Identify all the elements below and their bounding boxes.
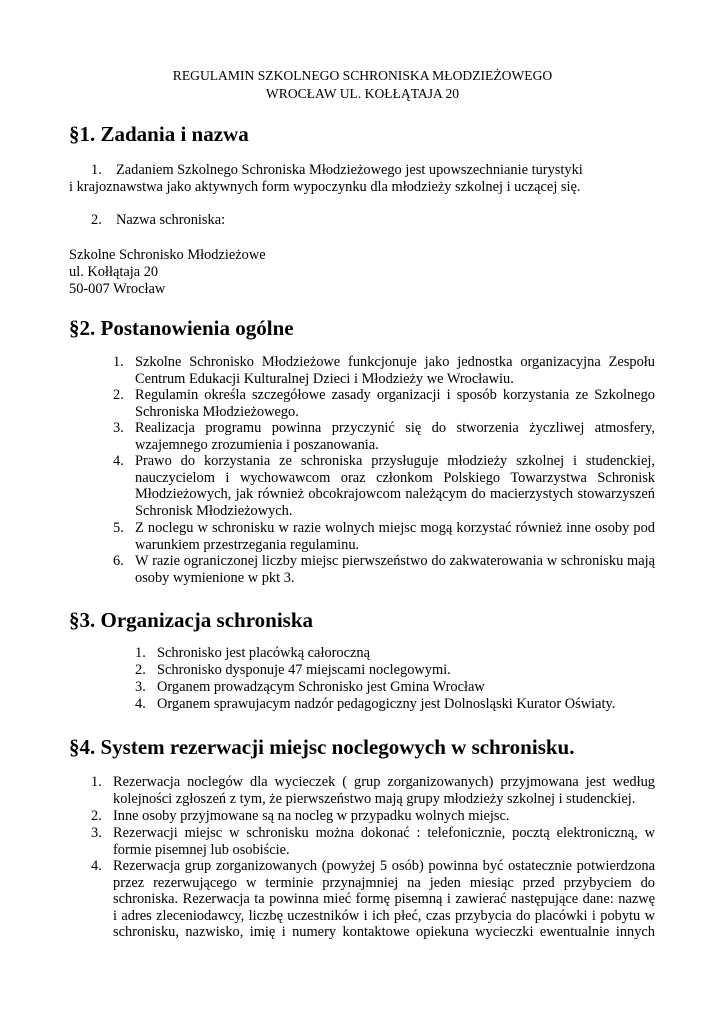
list-item-text: Organem sprawujacym nadzór pedagogiczny jest Dolnosląski Kurator Oświaty. xyxy=(157,696,616,712)
list-item-line: Schroniska Młodzieżowego. xyxy=(135,403,299,420)
list-item-line: schroniska. Rezerwacja ta powinna mieć formę pisemną i zawierać następujące dane: nazwę xyxy=(113,891,655,907)
section-3-heading: §3. Organizacja schroniska xyxy=(69,608,314,632)
list-item-line: przez rezerwującego w terminie przynajmniej na jeden miesiąc przed przybyciem do xyxy=(113,874,655,891)
document-title-line1: REGULAMIN SZKOLNEGO SCHRONISKA MŁODZIEŻOWEGO xyxy=(172,68,553,83)
list-item-line: nauczycielom i wychowawcom oraz członkom Polskiego Towarzystwa Schronisk xyxy=(135,469,655,486)
section-1-item-2-number: 2. xyxy=(91,212,102,228)
list-item-line: Z noclegu w schronisku w razie wolnych miejsc mogą korzystać również inne osoby pod xyxy=(135,520,655,536)
list-item-line: Schronisk Młodzieżowych. xyxy=(135,502,293,519)
list-item-text: Schronisko dysponuje 47 miejscami noclegowymi. xyxy=(157,662,451,678)
list-item-number: 3. xyxy=(91,825,102,841)
section-1-item-1-line1: Zadaniem Szkolnego Schroniska Młodzieżowego jest upowszechnianie turystyki xyxy=(116,162,583,178)
document-title-line2: WROCŁAW UL. KOŁŁĄTAJA 20 xyxy=(265,86,460,101)
list-item-number: 3. xyxy=(113,420,124,436)
list-item-line: W razie ograniczonej liczby miejsc pierwszeństwo do zakwaterowania w schronisku mają xyxy=(135,553,655,569)
list-item-line: kolejności zgłoszeń z tym, że pierwszeństwo mają grupy młodzieży szkolnej i studenckiej. xyxy=(113,790,636,807)
list-item-line: formie pisemnej lub osobiście. xyxy=(113,841,290,858)
list-item-text: Organem prowadzącym Schronisko jest Gmina Wrocław xyxy=(157,679,485,695)
list-item-line: Centrum Edukacji Kulturalnej Dzieci i Młodzieży we Wrocławiu. xyxy=(135,370,514,387)
list-item-number: 4. xyxy=(113,453,124,469)
list-item-line: schronisku, nazwisko, imię i numery kontaktowe opiekuna wycieczki ewentualnie innych xyxy=(113,924,655,940)
section-1-item-1-line2: i krajoznawstwa jako aktywnych form wypoczynku dla młodzieży szkolnej i uczącej się. xyxy=(69,179,581,195)
list-item-line: i adres zleceniodawcy, liczbę uczestników i ich płeć, czas przybycia do placówki i pobytu w xyxy=(113,907,655,924)
list-item-line: wzajemnego zrozumienia i poszanowania. xyxy=(135,436,379,453)
list-item-number: 1. xyxy=(91,774,102,790)
list-item-line: Rezerwacja grup zorganizowanych (powyżej 5 osób) powinna być ostatecznie potwierdzona xyxy=(113,858,655,874)
list-item-line: Regulamin określa szczegółowe zasady organizacji i sposób korzystania ze Szkolnego xyxy=(135,387,655,403)
list-item-number: 2. xyxy=(91,808,102,824)
list-item-number: 4. xyxy=(135,696,146,712)
list-item-number: 2. xyxy=(113,387,124,403)
section-1-item-2-text: Nazwa schroniska: xyxy=(116,212,226,228)
list-item-line: Młodzieżowych, jak również obcokrajowcom należącym do macierzystych stowarzyszeń xyxy=(135,486,655,502)
address-line: 50-007 Wrocław xyxy=(69,281,166,297)
list-item-number: 1. xyxy=(113,354,124,370)
section-1-item-1-number: 1. xyxy=(91,162,102,178)
section-2-heading: §2. Postanowienia ogólne xyxy=(69,316,294,340)
list-item-line: Rezerwacja noclegów dla wycieczek ( grup zorganizowanych) przyjmowana jest według xyxy=(113,774,655,790)
list-item-line: Inne osoby przyjmowane są na nocleg w przypadku wolnych miejsc. xyxy=(113,808,510,824)
list-item-number: 1. xyxy=(135,645,146,661)
list-item-line: Szkolne Schronisko Młodzieżowe funkcjonuje jako jednostka organizacyjna Zespołu xyxy=(135,354,655,370)
list-item-number: 6. xyxy=(113,553,124,569)
section-4-heading: §4. System rezerwacji miejsc noclegowych w schronisku. xyxy=(69,735,575,759)
list-item-line: Rezerwacji miejsc w schronisku można dokonać : telefonicznie, pocztą elektroniczną, w xyxy=(113,825,655,841)
list-item-line: Prawo do korzystania ze schroniska przysługuje młodzieży szkolnej i studenckiej, xyxy=(135,453,655,469)
list-item-number: 5. xyxy=(113,520,124,536)
list-item-number: 2. xyxy=(135,662,146,678)
list-item-line: warunkiem przestrzegania regulaminu. xyxy=(135,536,360,553)
address-line: Szkolne Schronisko Młodzieżowe xyxy=(69,247,266,263)
section-1-heading: §1. Zadania i nazwa xyxy=(69,122,249,146)
list-item-number: 4. xyxy=(91,858,102,874)
address-line: ul. Kołłątaja 20 xyxy=(69,264,159,280)
list-item-line: osoby wymienione w pkt 3. xyxy=(135,569,295,586)
list-item-text: Schronisko jest placówką całoroczną xyxy=(157,645,370,661)
list-item-number: 3. xyxy=(135,679,146,695)
list-item-line: Realizacja programu powinna przyczynić się do stworzenia życzliwej atmosfery, xyxy=(135,420,655,436)
